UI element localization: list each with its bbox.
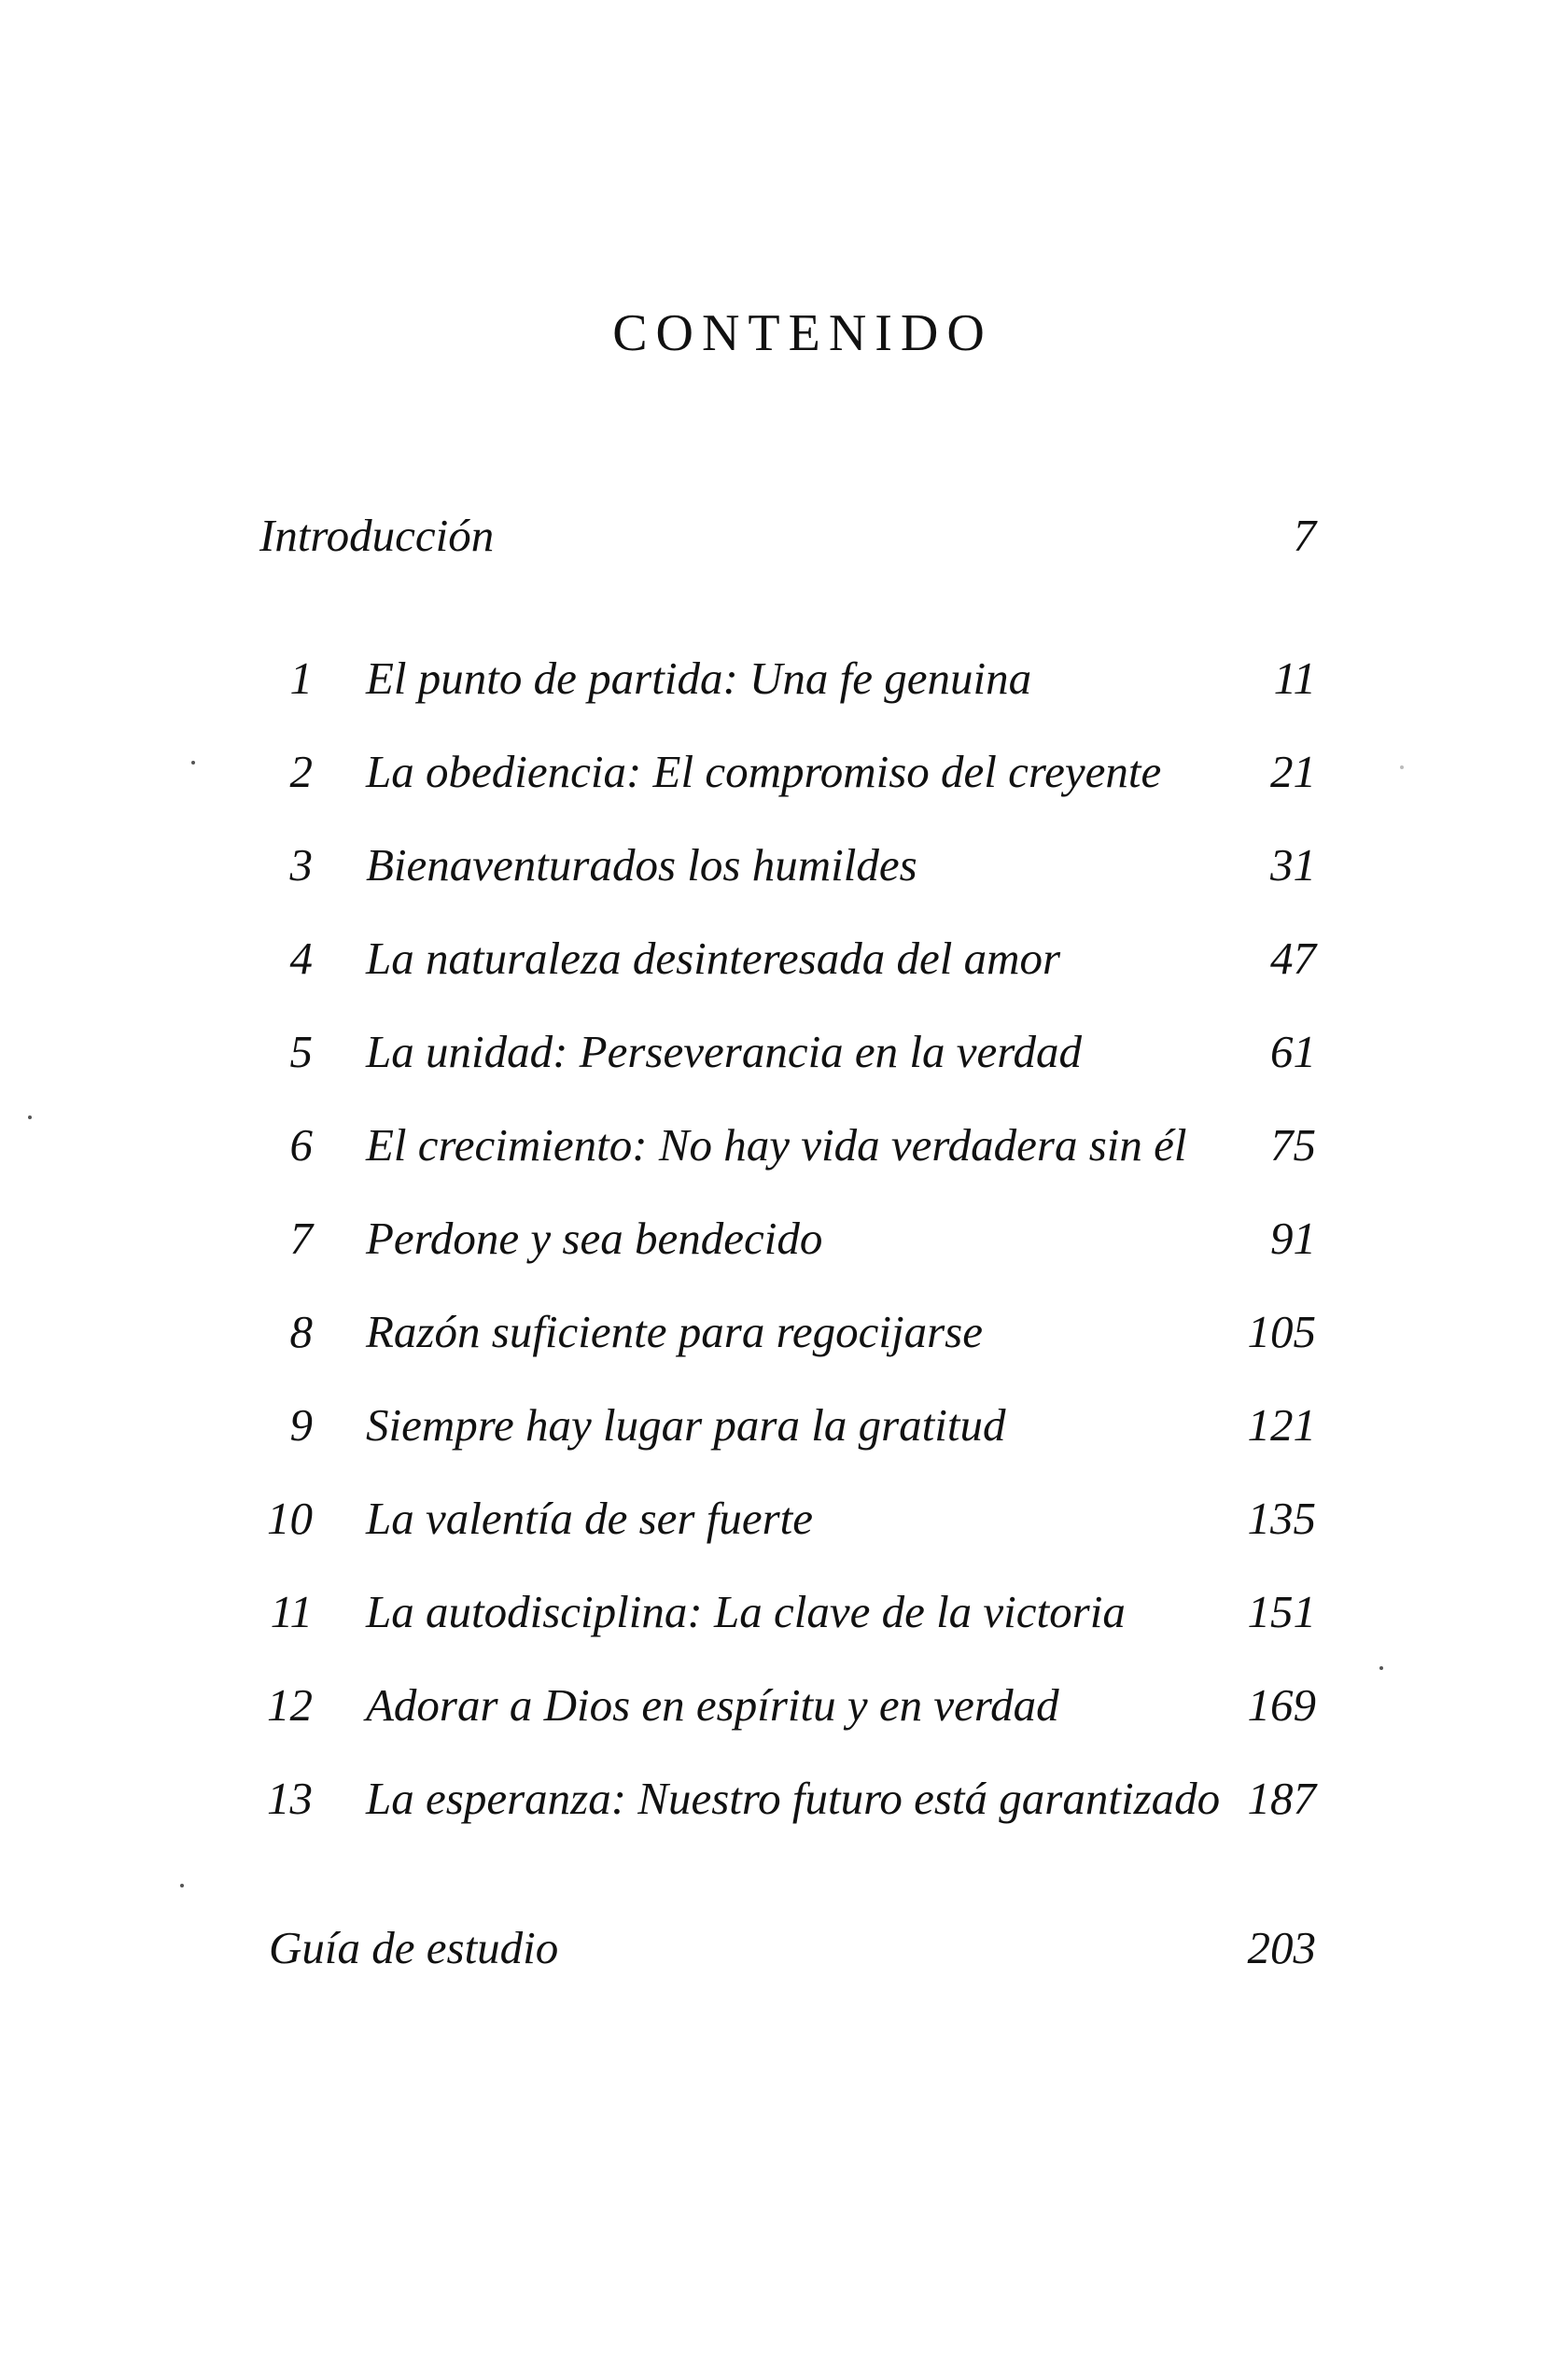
chapter-number: 6: [289, 1119, 313, 1171]
chapter-page: 11: [1273, 652, 1316, 704]
toc-entry-study-guide: [0, 1921, 1568, 1986]
toc-chapter-row: [0, 1772, 1568, 1837]
chapter-page: 121: [1247, 1399, 1316, 1451]
toc-chapter-row: [0, 1212, 1568, 1277]
toc-chapter-row: [0, 932, 1568, 997]
chapter-title: La autodisciplina: La clave de la victoria: [366, 1586, 1126, 1637]
chapter-number: 8: [289, 1306, 313, 1357]
toc-entry-introduction: [0, 509, 1568, 574]
chapter-page: 169: [1247, 1679, 1316, 1731]
toc-chapter-row: [0, 1118, 1568, 1184]
chapter-number: 13: [267, 1773, 313, 1824]
chapter-page: 135: [1247, 1493, 1316, 1544]
chapter-title: Razón suficiente para regocijarse: [366, 1306, 983, 1357]
page-title: CONTENIDO: [612, 304, 993, 362]
chapter-title: La esperanza: Nuestro futuro está garantizado: [366, 1773, 1221, 1824]
chapter-page: 151: [1247, 1586, 1316, 1637]
toc-chapter-row: [0, 838, 1568, 904]
chapter-title: El crecimiento: No hay vida verdadera sin él: [366, 1119, 1187, 1171]
toc-chapter-row: [0, 1678, 1568, 1744]
toc-entry-page: 203: [1247, 1922, 1316, 1973]
toc-chapter-row: [0, 745, 1568, 810]
chapter-page: 47: [1270, 933, 1316, 984]
chapter-page: 21: [1270, 746, 1316, 797]
chapter-number: 1: [289, 652, 313, 704]
toc-entry-label: Guía de estudio: [269, 1922, 559, 1973]
chapter-number: 7: [289, 1213, 313, 1264]
chapter-number: 3: [289, 839, 313, 891]
chapter-title: Bienaventurados los humildes: [366, 839, 917, 891]
chapter-number: 9: [289, 1399, 313, 1451]
chapter-number: 4: [289, 933, 313, 984]
chapter-title: La valentía de ser fuerte: [366, 1493, 814, 1544]
chapter-page: 105: [1247, 1306, 1316, 1357]
chapter-title: La unidad: Perseverancia en la verdad: [366, 1026, 1083, 1077]
toc-chapter-row: [0, 1025, 1568, 1090]
chapter-title: El punto de partida: Una fe genuina: [366, 652, 1032, 704]
toc-chapter-row: [0, 1305, 1568, 1370]
toc-chapter-row: [0, 1398, 1568, 1464]
chapter-number: 11: [270, 1586, 313, 1637]
chapter-title: Perdone y sea bendecido: [366, 1213, 823, 1264]
toc-entry-label: Introducción: [259, 510, 495, 561]
chapter-number: 10: [267, 1493, 313, 1544]
scan-speck: [180, 1884, 184, 1887]
toc-chapter-row: [0, 1585, 1568, 1650]
toc-chapter-row: [0, 652, 1568, 717]
chapter-page: 91: [1270, 1213, 1316, 1264]
scan-speck: [28, 1115, 32, 1119]
chapter-page: 75: [1270, 1119, 1316, 1171]
toc-entry-page: 7: [1293, 510, 1316, 561]
chapter-title: La naturaleza desinteresada del amor: [366, 933, 1061, 984]
chapter-title: La obediencia: El compromiso del creyente: [366, 746, 1162, 797]
scan-speck: [1379, 1666, 1383, 1670]
toc-chapter-row: [0, 1492, 1568, 1557]
chapter-page: 31: [1270, 839, 1316, 891]
chapter-number: 2: [289, 746, 313, 797]
chapter-title: Adorar a Dios en espíritu y en verdad: [366, 1679, 1059, 1731]
chapter-number: 5: [289, 1026, 313, 1077]
scan-speck: [1400, 765, 1404, 769]
chapter-title: Siempre hay lugar para la gratitud: [366, 1399, 1006, 1451]
chapter-page: 187: [1247, 1773, 1316, 1824]
scan-speck: [191, 761, 195, 765]
chapter-page: 61: [1270, 1026, 1316, 1077]
chapter-number: 12: [267, 1679, 313, 1731]
